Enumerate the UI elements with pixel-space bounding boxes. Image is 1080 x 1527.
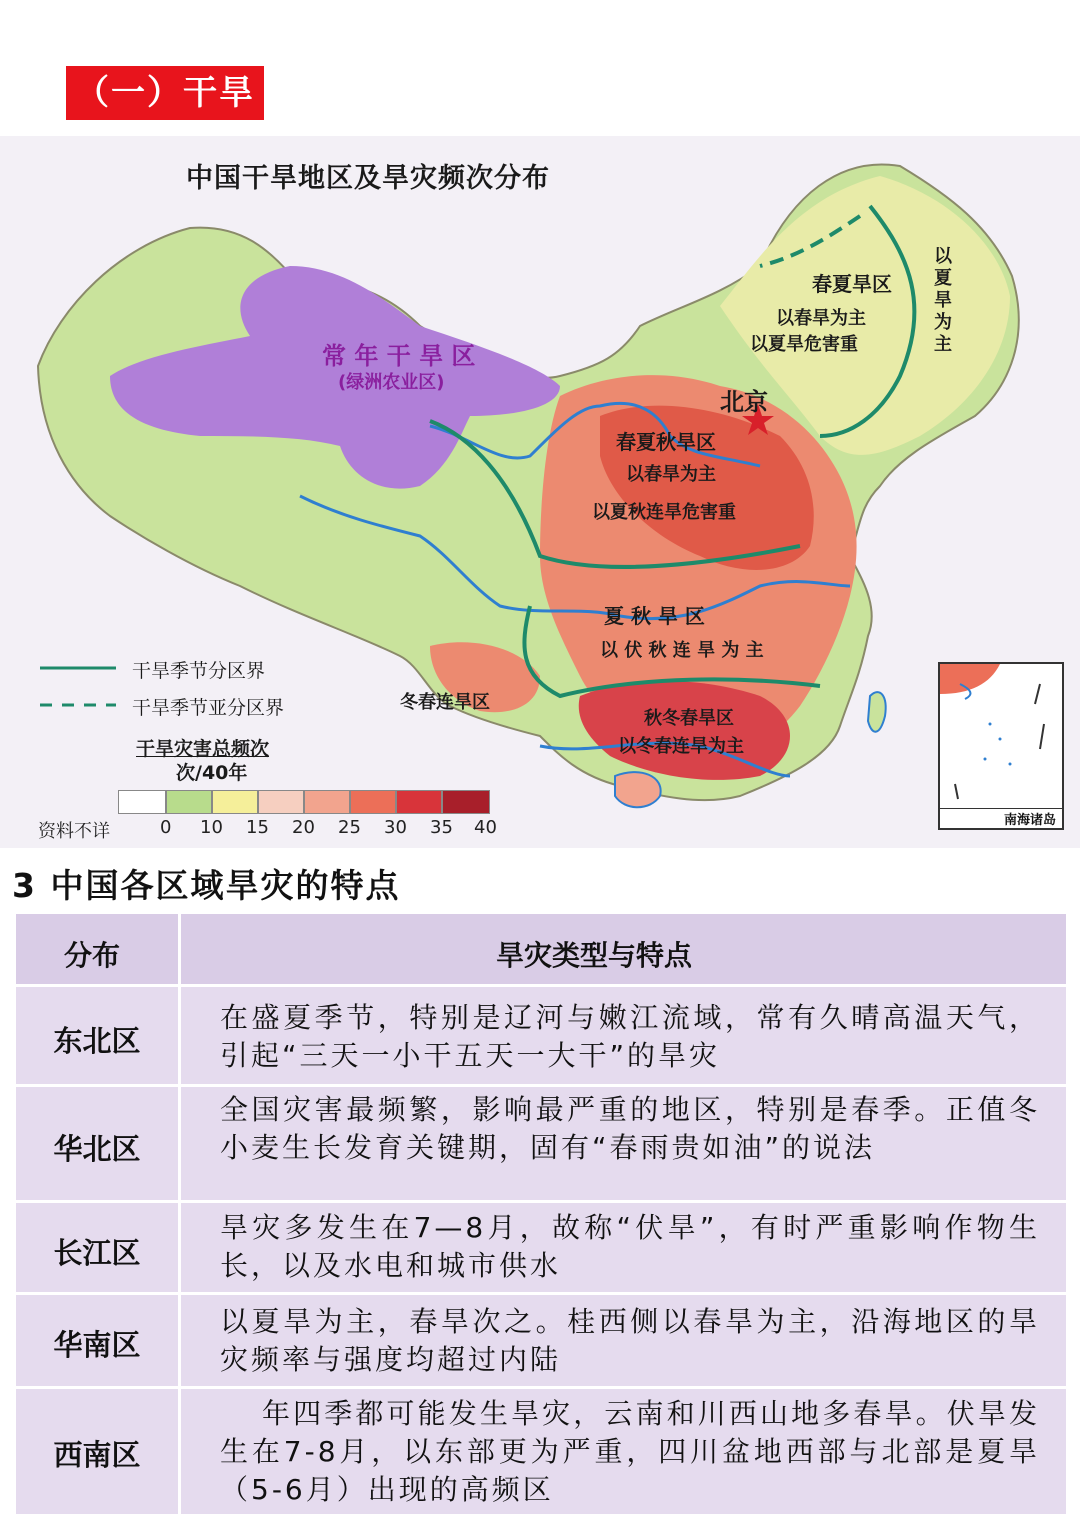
taiwan-island (868, 692, 886, 732)
desc-cell: 全国灾害最频繁，影响最严重的地区，特别是春季。正值冬小麦生长发育关键期，固有“春雨贵如油”的说法 (220, 1093, 1040, 1164)
scale-tick-10: 10 (200, 817, 223, 838)
legend-scale-unit: 次/40年 (176, 762, 248, 784)
region-cell: 西南区 (53, 1438, 141, 1472)
label-ssa-l2: 以夏秋连旱危害重 (592, 502, 736, 523)
desc-cell: 旱灾多发生在7—8月，故称“伏旱”，有时严重影响作物生长，以及水电和城市供水 (220, 1211, 1040, 1282)
label-ssa-zone: 春夏秋旱区 (616, 430, 716, 454)
scale-tick-30: 30 (384, 817, 407, 838)
inset-label: 南海诸岛 (940, 808, 1062, 828)
section-heading: 3 中国各区域旱灾的特点 (12, 866, 401, 905)
label-aws-l1: 以冬春连旱为主 (618, 736, 744, 757)
label-spring-summer-l2: 以夏旱危害重 (750, 334, 858, 355)
scale-swatch-10-15 (212, 790, 258, 814)
legend-scale-title: 干旱灾害总频次 (136, 738, 270, 760)
label-beijing: 北京 (720, 388, 768, 416)
scale-label-nodata: 资料不详 (38, 821, 110, 842)
region-cell: 东北区 (53, 1024, 141, 1058)
scale-swatch-35-40 (442, 790, 490, 814)
scale-swatch-nodata (118, 790, 166, 814)
label-summer-main: 以夏旱为主 (934, 246, 952, 355)
scale-swatch-25-30 (350, 790, 396, 814)
header-region: 分布 (64, 939, 121, 972)
column-divider (178, 914, 181, 1514)
table-row (16, 1386, 1066, 1514)
legend-sub-boundary-label: 干旱季节亚分区界 (132, 697, 285, 719)
label-perennial-dry: 常 年 干 旱 区 (322, 342, 476, 370)
desc-cell: 在盛夏季节，特别是辽河与嫩江流域，常有久晴高温天气，引起“三天一小干五天一大干”的旱灾 (220, 1001, 1040, 1072)
scale-swatch-20-25 (304, 790, 350, 814)
desc-cell: 以夏旱为主，春旱次之。桂西侧以春旱为主，沿海地区的旱灾频率与强度均超过内陆 (220, 1305, 1040, 1376)
hainan-island (615, 772, 661, 807)
label-winter-spring-zone: 冬春连旱区 (400, 692, 490, 713)
label-aws-zone: 秋冬春旱区 (644, 708, 734, 729)
table-row (16, 984, 1066, 1084)
drought-features-table (16, 914, 1066, 1514)
south-china-sea-inset (938, 662, 1064, 830)
scale-tick-0: 0 (160, 817, 172, 838)
scale-swatch-30-35 (396, 790, 442, 814)
scale-swatch-15-20 (258, 790, 304, 814)
section-tag: （一）干旱 (66, 66, 264, 120)
scale-tick-35: 35 (430, 817, 453, 838)
table-header-row (16, 914, 1066, 984)
scale-tick-40: 40 (474, 817, 497, 838)
label-perennial-sub: (绿洲农业区) (338, 372, 445, 393)
label-summer-autumn-l1: 以 伏 秋 连 旱 为 主 (600, 640, 764, 661)
label-summer-autumn-zone: 夏 秋 旱 区 (604, 604, 705, 628)
label-ssa-l1: 以春旱为主 (626, 464, 716, 485)
region-cell: 华南区 (53, 1328, 141, 1362)
table-row (16, 1200, 1066, 1292)
legend-boundary-label: 干旱季节分区界 (132, 660, 266, 682)
drought-map (0, 136, 1080, 848)
scale-tick-15: 15 (246, 817, 269, 838)
scale-swatch-0-10 (166, 790, 212, 814)
table-row (16, 1084, 1066, 1200)
scale-tick-25: 25 (338, 817, 361, 838)
region-cell: 华北区 (53, 1132, 141, 1166)
desc-cell: 年四季都可能发生旱灾，云南和川西山地多春旱。伏旱发生在7-8月，以东部更为严重，四川盆地西部与北部是夏旱（5-6月）出现的高频区 (220, 1397, 1040, 1506)
header-features: 旱灾类型与特点 (496, 939, 693, 972)
inset-graphic (940, 664, 1062, 804)
scale-tick-20: 20 (292, 817, 315, 838)
map-title: 中国干旱地区及旱灾频次分布 (186, 163, 550, 194)
table-row (16, 1292, 1066, 1386)
region-cell: 长江区 (53, 1236, 141, 1270)
label-spring-summer-zone: 春夏旱区 (812, 272, 892, 296)
label-spring-summer-l1: 以春旱为主 (776, 308, 866, 329)
